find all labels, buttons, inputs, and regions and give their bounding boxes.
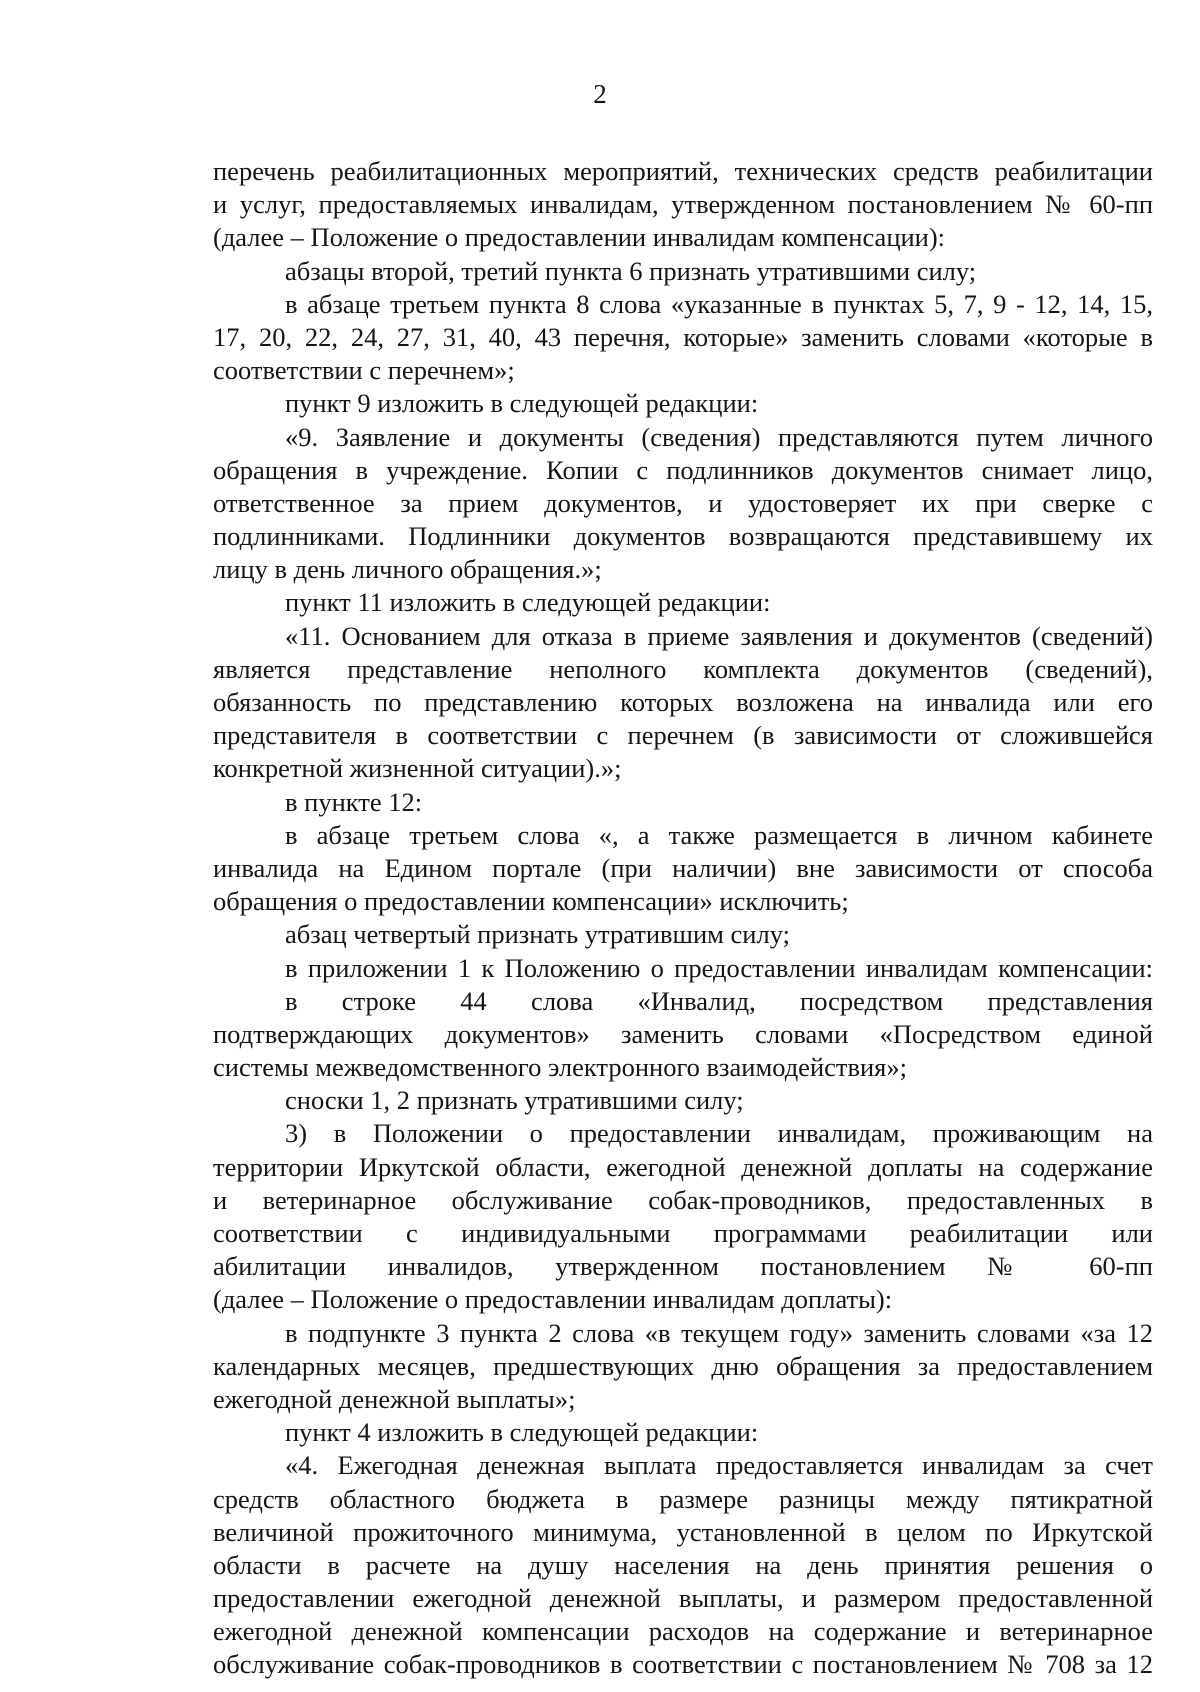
body-text	[213, 155, 1153, 1682]
text-line: и ветеринарное обслуживание собак-проводников, предоставленных в	[213, 1184, 1153, 1215]
text-line: подлинниками. Подлинники документов возвращаются представившему их	[213, 521, 1153, 552]
text-line: является представление неполного комплекта документов (сведений),	[213, 653, 1153, 684]
text-line: календарных месяцев, предшествующих дню обращения за предоставлением	[213, 1350, 1153, 1381]
text-line: «4. Ежегодная денежная выплата предоставляется инвалидам за счет	[285, 1450, 1153, 1481]
text-line: ежегодной денежной компенсации расходов на содержание и ветеринарное	[213, 1616, 1153, 1647]
text-line: сноски 1, 2 признать утратившими силу;	[285, 1085, 744, 1116]
text-line: абилитации инвалидов, утвержденном постановлением № 60-пп	[213, 1251, 1153, 1282]
text-line: области в расчете на душу населения на день принятия решения о	[213, 1549, 1153, 1580]
text-line: инвалида на Едином портале (при наличии) вне зависимости от способа	[213, 852, 1153, 883]
text-line: соответствии с перечнем»;	[213, 355, 515, 386]
text-line: ежегодной денежной выплаты»;	[213, 1383, 576, 1414]
text-line: пункт 9 изложить в следующей редакции:	[285, 388, 759, 419]
text-line: в строке 44 слова «Инвалид, посредством представления	[285, 985, 1153, 1016]
text-line: перечень реабилитационных мероприятий, технических средств реабилитации	[213, 156, 1153, 186]
text-line: абзац четвертый признать утратившим силу;	[285, 919, 790, 950]
text-line: пункт 11 изложить в следующей редакции:	[285, 587, 771, 618]
text-line: обязанность по представлению которых возложена на инвалида или его	[213, 687, 1153, 717]
text-line: предоставлении ежегодной денежной выплаты, и размером предоставленной	[213, 1583, 1153, 1614]
text-line: обращения о предоставлении компенсации» исключить;	[213, 886, 849, 917]
text-line: «11. Основанием для отказа в приеме заявления и документов (сведений)	[285, 620, 1153, 651]
text-line: абзацы второй, третий пункта 6 признать утратившими силу;	[285, 255, 977, 286]
text-line: в подпункте 3 пункта 2 слова «в текущем году» заменить словами «за 12	[285, 1317, 1153, 1348]
text-line: пункт 4 изложить в следующей редакции:	[285, 1417, 759, 1448]
text-line: (далее – Положение о предоставлении инвалидам компенсации):	[213, 222, 946, 253]
text-line: представителя в соответствии с перечнем (в зависимости от сложившейся	[213, 720, 1153, 751]
page-number: 2	[593, 79, 607, 109]
text-line: системы межведомственного электронного взаимодействия»;	[213, 1052, 907, 1083]
text-line: в пункте 12:	[285, 786, 423, 817]
text-line: величиной прожиточного минимума, установленной в целом по Иркутской	[213, 1516, 1153, 1547]
text-line: в абзаце третьем пункта 8 слова «указанные в пунктах 5, 7, 9 - 12, 14, 15,	[285, 288, 1153, 319]
text-line: «9. Заявление и документы (сведения) представляются путем личного	[285, 421, 1153, 452]
text-line: территории Иркутской области, ежегодной денежной доплаты на содержание	[213, 1151, 1153, 1182]
text-line: обращения в учреждение. Копии с подлинников документов снимает лицо,	[213, 454, 1153, 485]
text-line: (далее – Положение о предоставлении инвалидам доплаты):	[213, 1284, 893, 1315]
text-line: обслуживание собак-проводников в соответствии с постановлением № 708 за 12	[213, 1649, 1153, 1680]
text-line: ответственное за прием документов, и удостоверяет их при сверке с	[213, 487, 1153, 518]
text-line: и услуг, предоставляемых инвалидам, утвержденном постановлением № 60-пп	[213, 189, 1153, 220]
text-line: соответствии с индивидуальными программами реабилитации или	[213, 1218, 1153, 1248]
text-line: в приложении 1 к Положению о предоставлении инвалидам компенсации:	[285, 952, 1153, 983]
text-line: в абзаце третьем слова «, а также размещается в личном кабинете	[285, 819, 1153, 850]
text-line: 3) в Положении о предоставлении инвалидам, проживающим на	[285, 1118, 1153, 1149]
text-line: конкретной жизненной ситуации).»;	[213, 753, 622, 784]
text-line: 17, 20, 22, 24, 27, 31, 40, 43 перечня, которые» заменить словами «которые в	[213, 321, 1153, 352]
text-line: средств областного бюджета в размере разницы между пятикратной	[213, 1483, 1153, 1514]
text-line: лицу в день личного обращения.»;	[213, 554, 602, 585]
text-line: подтверждающих документов» заменить словами «Посредством единой	[213, 1018, 1153, 1049]
